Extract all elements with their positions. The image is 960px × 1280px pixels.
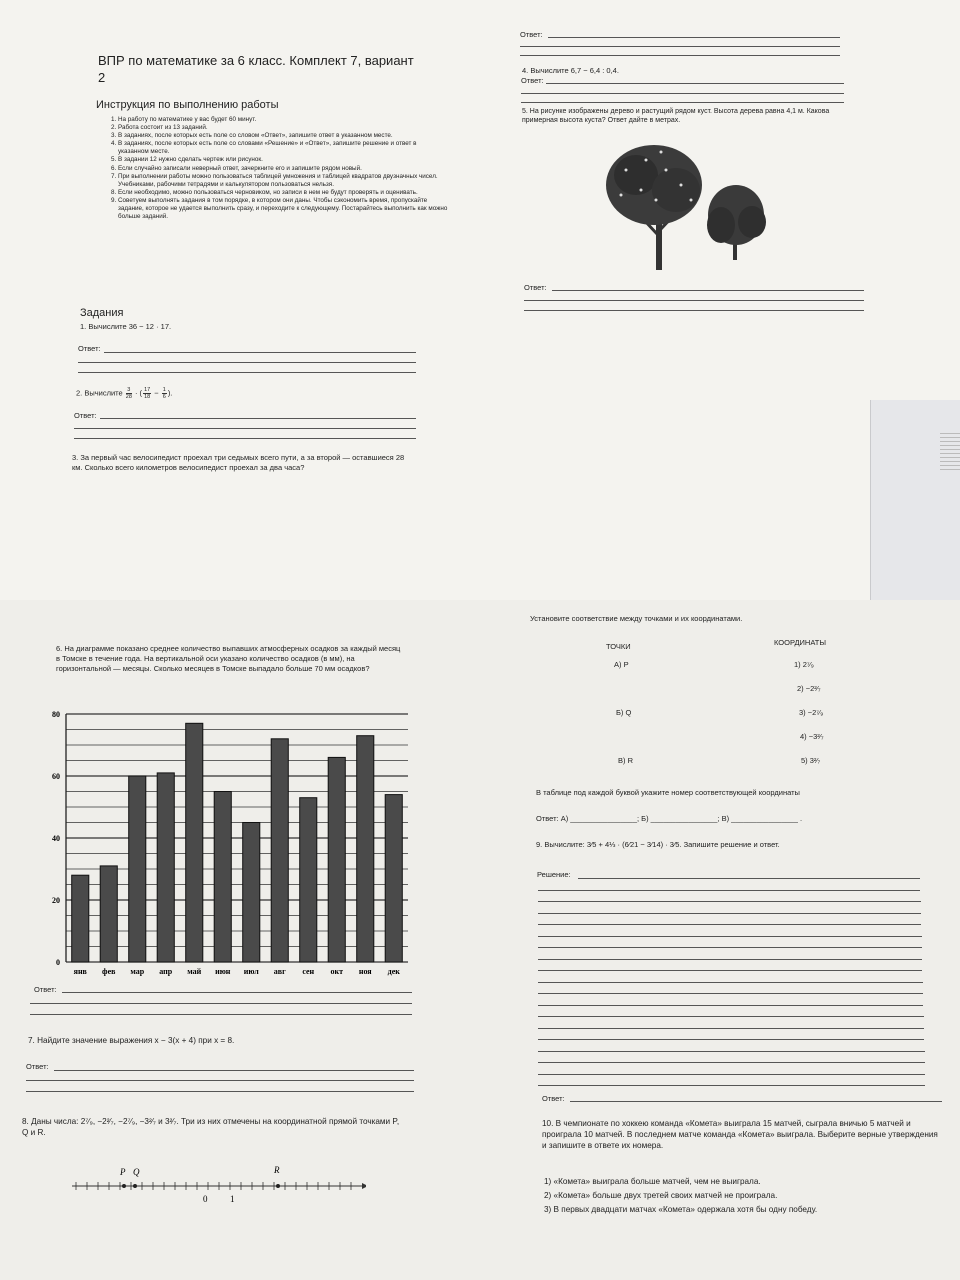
instruction-item: 7. При выполнении работы можно пользоваться таблицей умножения и таблицей квадратов двузначных чисел. Учебниками, рабочими тетрадями и калькулятором пользоваться нельзя. [118, 173, 448, 189]
chart-y-tick-label: 20 [52, 896, 60, 905]
chart-x-tick-label: янв [73, 967, 87, 976]
task-8: 8. Даны числа: 2⁷⁄₉, −2²⁄₇, −2⁷⁄₉, −3²⁄₇ и 3²⁄₇. Три из них отмечены на координатной прямой точками P, Q и R. [22, 1117, 400, 1137]
chart-x-tick-label: апр [159, 967, 173, 976]
task-7: 7. Найдите значение выражения x − 3(x + 4) при x = 8. [28, 1036, 235, 1045]
solution-label: Решение: [537, 870, 571, 879]
chart-x-tick-label: авг [273, 967, 286, 976]
task-9-answer-label: Ответ: [542, 1094, 565, 1103]
answer-line[interactable] [546, 83, 844, 84]
chart-x-tick-label: дек [387, 967, 400, 976]
chart-x-tick-label: фев [102, 967, 116, 976]
chart-y-tick-label: 60 [52, 772, 60, 781]
task-1-answer-label: Ответ: [78, 344, 101, 353]
chart-bar-янв [72, 875, 89, 962]
fraction: $\frac{17}{18}$ [144, 387, 151, 400]
answer-line[interactable] [74, 438, 416, 439]
solution-line[interactable] [538, 982, 923, 983]
answer-line[interactable] [100, 418, 416, 419]
answer-line[interactable] [74, 428, 416, 429]
solution-line[interactable] [538, 901, 921, 902]
answer-line[interactable] [54, 1070, 414, 1071]
chart-bar-апр [157, 773, 174, 962]
solution-line[interactable] [538, 1028, 924, 1029]
chart-bar-май [186, 723, 203, 962]
solution-line[interactable] [578, 878, 920, 879]
solution-line[interactable] [538, 1016, 924, 1017]
answer-line[interactable] [520, 46, 840, 47]
point-p-label: P [120, 1167, 126, 1177]
task-4-answer-label: Ответ: [521, 76, 544, 85]
answer-line[interactable] [26, 1080, 414, 1081]
chart-y-tick-label: 0 [56, 958, 60, 967]
answer-label: Ответ: [520, 30, 543, 39]
match-intro: Установите соответствие между точками и их координатами. [530, 614, 743, 623]
point-b: Б) Q [616, 708, 632, 717]
answer-line[interactable] [26, 1091, 414, 1092]
instructions-list [88, 116, 448, 221]
chart-y-tick-label: 80 [52, 710, 60, 719]
chart-bar-дек [385, 795, 402, 962]
point-r-label: R [274, 1165, 280, 1175]
solution-line[interactable] [538, 1005, 923, 1006]
tasks-heading: Задания [80, 307, 124, 319]
answer-line[interactable] [524, 310, 864, 311]
task-6: 6. На диаграмме показано среднее количество выпавших атмосферных осадков за каждый месяц в Томске в течение года. На вертикальной оси указано количество осадков (в мм), на горизонтальной — месяцы. Сколько месяцев в Томске выпадало больше 70 мм осадков? [56, 644, 401, 673]
instruction-item: 9. Советуем выполнять задания в том порядке, в котором они даны. Чтобы сэкономить время, пропускайте задание, которое не удается выполнить сразу, и переходите к следующему. Постарайтесь выполнить как можно больше заданий. [118, 197, 448, 221]
table-note: В таблице под каждой буквой укажите номер соответствующей координаты [536, 788, 800, 797]
solution-line[interactable] [538, 936, 922, 937]
page-edge-binding [940, 430, 960, 470]
solution-line[interactable] [538, 1085, 925, 1086]
solution-line[interactable] [538, 959, 922, 960]
answer-line[interactable] [570, 1101, 942, 1102]
coord-2: 2) −2²⁄₇ [797, 684, 821, 693]
task-3: 3. За первый час велосипедист проехал три седьмых всего пути, а за второй — оставшиеся 28 км. Сколько всего километров велосипедист проехал за два часа? [72, 453, 405, 472]
number-line [66, 1158, 366, 1208]
solution-line[interactable] [538, 1062, 925, 1063]
answer-line[interactable] [548, 37, 840, 38]
solution-line[interactable] [538, 1039, 924, 1040]
fraction: $\frac{1}{6}$ [162, 387, 166, 400]
solution-line[interactable] [538, 913, 921, 914]
task-10-option-2: 2) «Комета» больше двух третей своих матчей не проиграла. [544, 1191, 778, 1200]
chart-bar-июл [243, 823, 260, 963]
point-q-label: Q [133, 1167, 140, 1177]
page-title: ВПР по математике за 6 класс. Комплект 7, вариант 2 [98, 53, 414, 85]
task-10-option-1: 1) «Комета» выиграла больше матчей, чем не выиграла. [544, 1177, 761, 1186]
task-5-answer-label: Ответ: [524, 283, 547, 292]
task-5: 5. На рисунке изображены дерево и растущий рядом куст. Высота дерева равна 4,1 м. Какова примерная высота куста? Ответ дайте в метрах. [522, 108, 830, 124]
task-2-prefix: 2. Вычислите [76, 388, 123, 398]
chart-bar-июн [214, 792, 231, 963]
solution-line[interactable] [538, 1051, 925, 1052]
fraction: $\frac{3}{28}$ [125, 387, 132, 400]
point-a: А) P [614, 660, 629, 669]
coord-5: 5) 3²⁄₇ [801, 756, 821, 765]
point-c: В) R [618, 756, 633, 765]
answer-line[interactable] [524, 300, 864, 301]
solution-line[interactable] [538, 924, 921, 925]
task-7-answer-label: Ответ: [26, 1062, 49, 1071]
task-2: 2. Вычислите $\frac{3}{28}$ · ( $\frac{17}{18}$ − $\frac{1}{6}$ ). [76, 387, 173, 400]
chart-x-tick-label: ноя [358, 967, 372, 976]
tree-and-bush-image [596, 140, 776, 270]
chart-bar-окт [328, 757, 345, 962]
task-10-option-3: 3) В первых двадцати матчах «Комета» одержала хотя бы одну победу. [544, 1205, 818, 1214]
chart-bar-авг [271, 739, 288, 962]
chart-y-tick-label: 40 [52, 834, 60, 843]
task-4: 4. Вычислите 6,7 − 6,4 : 0,4. [522, 66, 619, 75]
answer-line[interactable] [78, 372, 416, 373]
worksheet-page-top [0, 0, 960, 600]
instruction-item: 6. Если случайно записали неверный ответ, зачеркните его и запишите рядом новый. [118, 165, 448, 173]
chart-bar-сен [300, 798, 317, 962]
instruction-item: 3. В заданиях, после которых есть поле со словом «Ответ», запишите ответ в указанном месте. [118, 132, 448, 140]
answer-line[interactable] [104, 352, 416, 353]
chart-x-tick-label: июл [243, 967, 259, 976]
precipitation-chart [38, 700, 418, 980]
one-label: 1 [230, 1194, 235, 1204]
answer-line[interactable] [521, 102, 844, 103]
instruction-item: 1. На работу по математике у вас будет 60 минут. [118, 116, 448, 124]
task-2-answer-label: Ответ: [74, 411, 97, 420]
task-1: 1. Вычислите 36 − 12 · 17. [80, 322, 172, 331]
chart-bar-ноя [357, 736, 374, 962]
zero-label: 0 [203, 1194, 208, 1204]
instruction-item: 2. Работа состоит из 13 заданий. [118, 124, 448, 132]
coord-1: 1) 2⁷⁄₉ [794, 660, 814, 669]
instructions-heading: Инструкция по выполнению работы [96, 99, 279, 111]
answer-line[interactable] [552, 290, 864, 291]
instruction-item: 5. В задании 12 нужно сделать чертеж или рисунок. [118, 156, 448, 164]
chart-bar-мар [129, 776, 146, 962]
answer-line[interactable] [62, 992, 412, 993]
solution-line[interactable] [538, 993, 923, 994]
instruction-item: 8. Если необходимо, можно пользоваться черновиком, но записи в нем не будут проверять и оценивать. [118, 189, 448, 197]
chart-x-tick-label: мар [130, 967, 145, 976]
coord-3: 3) −2⁷⁄₉ [799, 708, 824, 717]
instruction-item: 4. В заданиях, после которых есть поле со словами «Решение» и «Ответ», запишите решение и ответ в указанном месте. [118, 140, 448, 156]
answer-line[interactable] [30, 1014, 412, 1015]
coord-4: 4) −3²⁄₇ [800, 732, 824, 741]
chart-x-tick-label: сен [302, 967, 315, 976]
chart-x-tick-label: окт [330, 967, 344, 976]
chart-bar-фев [100, 866, 117, 962]
task-9: 9. Вычислите: 3⁄5 + 4⅓ · (6⁄21 − 3⁄14) · 3⁄5. Запишите решение и ответ. [536, 840, 780, 849]
coords-heading: КООРДИНАТЫ [774, 638, 826, 647]
solution-line[interactable] [538, 890, 920, 891]
chart-x-tick-label: июн [215, 967, 231, 976]
answer-line[interactable] [78, 362, 416, 363]
answer-line[interactable] [521, 93, 844, 94]
solution-line[interactable] [538, 970, 922, 971]
worksheet-page-bottom [0, 600, 960, 1280]
answer-line[interactable] [30, 1003, 412, 1004]
task-10: 10. В чемпионате по хоккею команда «Комета» выиграла 15 матчей, сыграла вничью 5 матчей и проиграла 10 матчей. В последнем матче команда «Комета» выиграла. Выберите верные утверждения и запишите в ответе их номера. [542, 1119, 938, 1150]
chart-x-tick-label: май [187, 967, 202, 976]
solution-line[interactable] [538, 1074, 925, 1075]
task-8-answer: Ответ: А) ________________; Б) ________________; В) ________________ . [536, 814, 803, 823]
task-6-answer-label: Ответ: [34, 985, 57, 994]
points-heading: ТОЧКИ [606, 642, 631, 651]
answer-line[interactable] [520, 55, 840, 56]
solution-line[interactable] [538, 947, 922, 948]
